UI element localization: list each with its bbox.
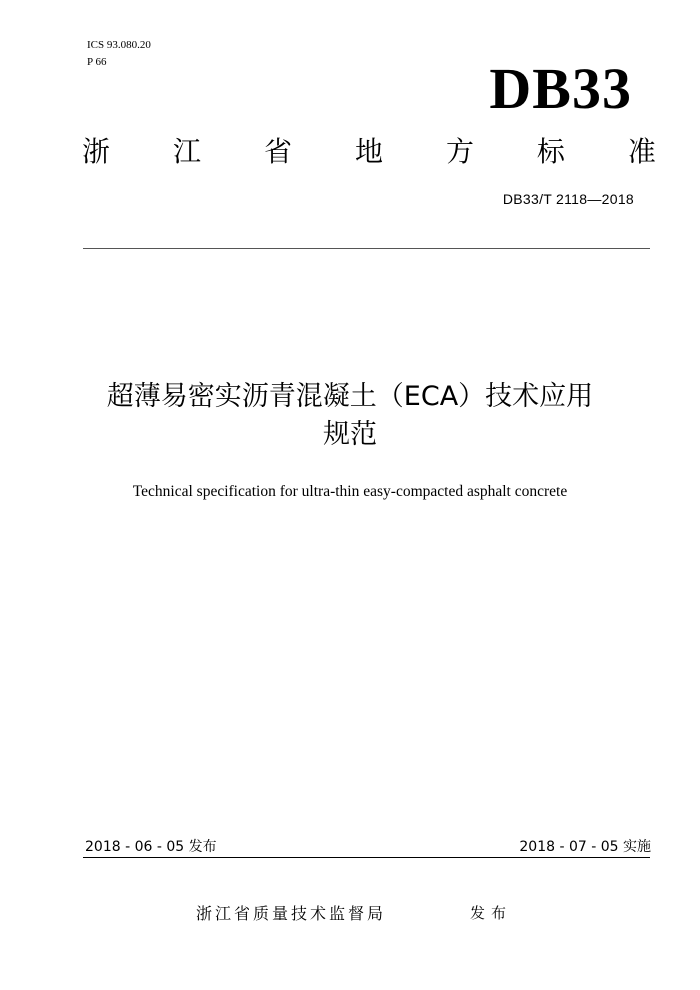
standard-type-char: 方 [445, 135, 474, 168]
ics-code: ICS 93.080.20 [87, 39, 151, 51]
implementation-date: 2018 - 07 - 05 实施 [519, 839, 651, 855]
document-title-en: Technical specification for ultra-thin easy-compacted asphalt concrete [132, 483, 568, 500]
standard-type-char: 地 [354, 135, 383, 168]
title-line-1: 超薄易密实沥青混凝土（ECA）技术应用 [106, 381, 594, 412]
title-line-2: 规范 [323, 419, 377, 450]
standard-type-char: 准 [627, 135, 656, 168]
standard-type-char: 浙 [82, 135, 111, 168]
db33-logo: DB33 [489, 56, 632, 121]
standard-type-char: 江 [172, 135, 201, 168]
issue-date: 2018 - 06 - 05 发布 [85, 839, 217, 855]
document-title-zh [60, 378, 640, 454]
standard-number: DB33/T 2118—2018 [502, 191, 634, 207]
header-divider [83, 248, 650, 249]
classification-code: P 66 [87, 56, 107, 68]
standard-type-char: 标 [536, 135, 565, 168]
publisher-name: 浙江省质量技术监督局 [196, 904, 387, 923]
standard-type-heading [82, 132, 656, 172]
standard-type-char: 省 [263, 135, 292, 168]
footer-divider [83, 857, 650, 858]
publish-label: 发布 [470, 904, 513, 922]
